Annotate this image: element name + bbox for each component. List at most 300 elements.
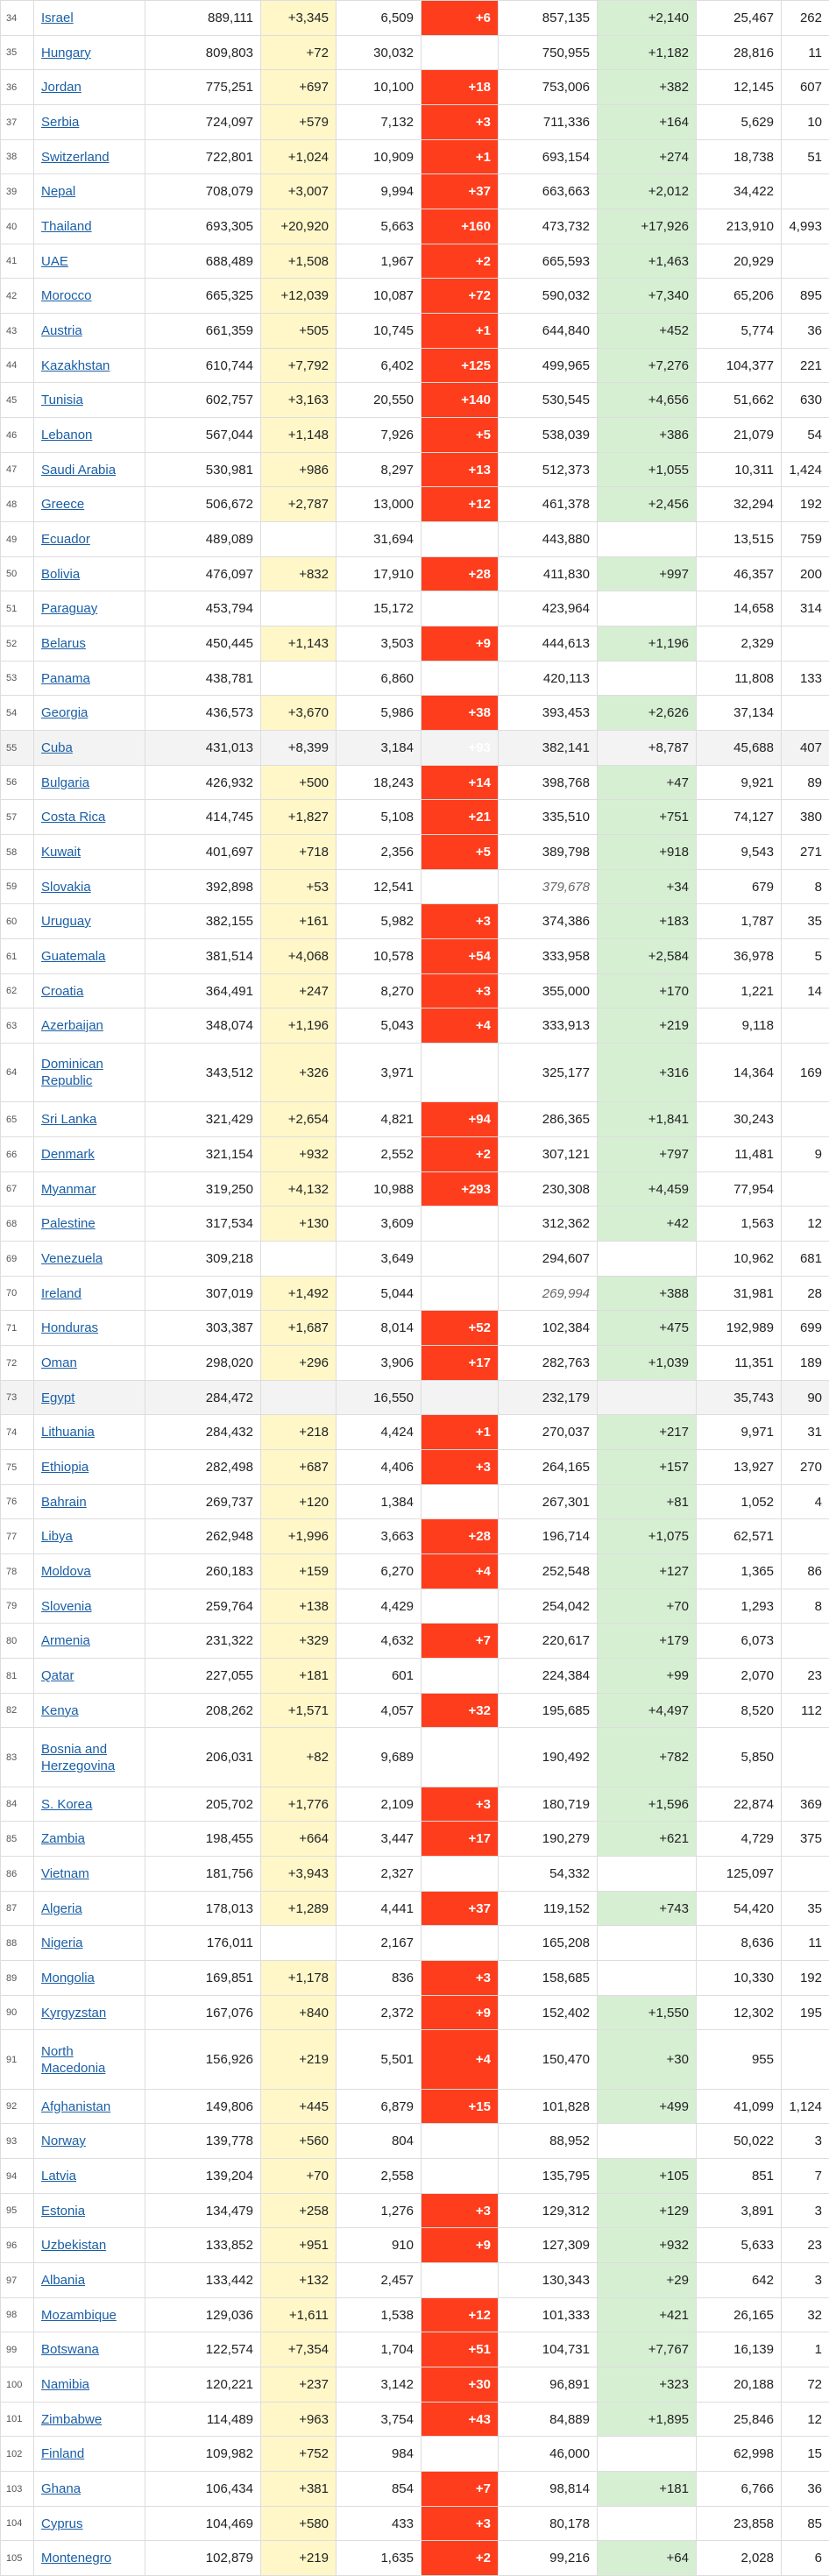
rank-cell: 103 <box>1 2472 34 2507</box>
serious-critical-cell: 23 <box>782 2228 829 2263</box>
total-cases-cell: 129,036 <box>145 2298 261 2332</box>
country-link[interactable]: Libya <box>41 1528 138 1545</box>
country-link[interactable]: Slovakia <box>41 879 138 895</box>
active-cases-cell: 10,962 <box>697 1242 782 1277</box>
total-cases-cell: 205,702 <box>145 1787 261 1822</box>
total-cases-cell: 122,574 <box>145 2332 261 2367</box>
total-recovered-cell: 150,470 <box>499 2030 598 2090</box>
country-link[interactable]: Nepal <box>41 183 138 200</box>
total-deaths-cell: 5,108 <box>337 800 422 835</box>
serious-critical-cell: 12 <box>782 2403 829 2437</box>
new-cases-cell: +120 <box>261 1485 337 1519</box>
country-link[interactable]: Uruguay <box>41 913 138 930</box>
new-deaths-cell: +125 <box>422 349 499 383</box>
country-link[interactable]: Thailand <box>41 218 138 235</box>
total-recovered-cell: 119,152 <box>499 1892 598 1926</box>
new-recovered-cell: +782 <box>598 1728 697 1787</box>
total-deaths-cell: 2,356 <box>337 835 422 870</box>
total-deaths-cell: 2,167 <box>337 1926 422 1961</box>
new-cases-cell: +1,508 <box>261 244 337 279</box>
total-deaths-cell: 4,821 <box>337 1102 422 1137</box>
country-link[interactable]: Cyprus <box>41 2516 138 2532</box>
country-cell <box>34 2030 145 2090</box>
total-deaths-cell: 3,906 <box>337 1346 422 1381</box>
new-recovered-cell: +47 <box>598 766 697 800</box>
country-link[interactable]: Estonia <box>41 2203 138 2219</box>
active-cases-cell: 54,420 <box>697 1892 782 1926</box>
total-recovered-cell: 286,365 <box>499 1102 598 1137</box>
new-recovered-cell <box>598 2437 697 2472</box>
new-recovered-cell: +1,055 <box>598 453 697 487</box>
rank-cell: 47 <box>1 453 34 487</box>
country-link[interactable]: Uzbekistan <box>41 2237 138 2254</box>
new-deaths-cell: +1 <box>422 140 499 174</box>
serious-critical-cell: 314 <box>782 591 829 626</box>
country-cell <box>34 1 145 36</box>
country-link[interactable]: Latvia <box>41 2168 138 2184</box>
total-cases-cell: 106,434 <box>145 2472 261 2507</box>
new-recovered-cell: +29 <box>598 2263 697 2298</box>
table-row <box>1 279 829 314</box>
country-link[interactable]: Albania <box>41 2272 138 2289</box>
country-link[interactable]: S. Korea <box>41 1796 138 1813</box>
new-cases-cell: +2,654 <box>261 1102 337 1137</box>
total-recovered-cell: 264,165 <box>499 1450 598 1485</box>
country-link[interactable]: Kyrgyzstan <box>41 2005 138 2021</box>
country-link[interactable]: Belarus <box>41 635 138 652</box>
total-recovered-cell: 224,384 <box>499 1659 598 1694</box>
active-cases-cell: 14,658 <box>697 591 782 626</box>
country-link[interactable]: Denmark <box>41 1146 138 1163</box>
table-row <box>1 2159 829 2194</box>
new-deaths-cell: +21 <box>422 800 499 835</box>
serious-critical-cell: 4,993 <box>782 209 829 244</box>
total-deaths-cell: 6,860 <box>337 662 422 696</box>
new-recovered-cell: +64 <box>598 2541 697 2576</box>
country-cell <box>34 522 145 557</box>
country-link[interactable]: Zimbabwe <box>41 2411 138 2428</box>
serious-critical-cell: 12 <box>782 1207 829 1242</box>
table-row <box>1 696 829 731</box>
country-link[interactable]: Austria <box>41 322 138 339</box>
new-cases-cell: +20,920 <box>261 209 337 244</box>
active-cases-cell: 77,954 <box>697 1172 782 1207</box>
country-link[interactable]: Ecuador <box>41 531 138 548</box>
serious-critical-cell: 4 <box>782 1485 829 1519</box>
country-link[interactable]: Mozambique <box>41 2307 138 2324</box>
country-cell <box>34 939 145 974</box>
table-row <box>1 36 829 70</box>
country-link[interactable]: Ireland <box>41 1285 138 1302</box>
new-recovered-cell: +42 <box>598 1207 697 1242</box>
rank-cell: 72 <box>1 1346 34 1381</box>
total-cases-cell: 109,982 <box>145 2437 261 2472</box>
country-link[interactable]: Dominican Republic <box>41 1056 138 1089</box>
country-link[interactable]: Serbia <box>41 114 138 131</box>
total-recovered-cell: 46,000 <box>499 2437 598 2472</box>
active-cases-cell: 34,422 <box>697 174 782 209</box>
country-cell <box>34 1589 145 1624</box>
serious-critical-cell <box>782 626 829 662</box>
total-deaths-cell: 2,552 <box>337 1137 422 1172</box>
rank-cell: 94 <box>1 2159 34 2194</box>
active-cases-cell: 2,329 <box>697 626 782 662</box>
total-cases-cell: 156,926 <box>145 2030 261 2090</box>
country-cell <box>34 2228 145 2263</box>
total-recovered-cell: 398,768 <box>499 766 598 800</box>
total-deaths-cell: 804 <box>337 2124 422 2159</box>
total-recovered-cell: 180,719 <box>499 1787 598 1822</box>
active-cases-cell: 2,070 <box>697 1659 782 1694</box>
serious-critical-cell: 407 <box>782 731 829 766</box>
total-cases-cell: 298,020 <box>145 1346 261 1381</box>
country-cell <box>34 2298 145 2332</box>
new-deaths-cell: +2 <box>422 2541 499 2576</box>
country-link[interactable]: Morocco <box>41 287 138 304</box>
total-cases-cell: 307,019 <box>145 1277 261 1311</box>
table-row <box>1 2228 829 2263</box>
total-recovered-cell: 665,593 <box>499 244 598 279</box>
country-link[interactable]: Guatemala <box>41 948 138 965</box>
total-cases-cell: 133,852 <box>145 2228 261 2263</box>
country-link[interactable]: Qatar <box>41 1667 138 1684</box>
serious-critical-cell: 192 <box>782 487 829 522</box>
country-cell <box>34 1485 145 1519</box>
new-recovered-cell: +386 <box>598 418 697 453</box>
table-row <box>1 1787 829 1822</box>
country-link[interactable]: Israel <box>41 10 138 26</box>
country-link[interactable]: Lebanon <box>41 427 138 443</box>
country-cell <box>34 1787 145 1822</box>
total-recovered-cell: 312,362 <box>499 1207 598 1242</box>
total-cases-cell: 506,672 <box>145 487 261 522</box>
country-link[interactable]: Namibia <box>41 2376 138 2393</box>
country-link[interactable]: Zambia <box>41 1830 138 1847</box>
rank-cell: 104 <box>1 2507 34 2541</box>
rank-cell: 43 <box>1 314 34 349</box>
serious-critical-cell <box>782 2030 829 2090</box>
total-cases-cell: 169,851 <box>145 1961 261 1996</box>
country-link[interactable]: Georgia <box>41 704 138 721</box>
total-deaths-cell: 3,503 <box>337 626 422 662</box>
new-cases-cell: +326 <box>261 1044 337 1102</box>
total-cases-cell: 206,031 <box>145 1728 261 1787</box>
rank-cell: 44 <box>1 349 34 383</box>
active-cases-cell: 32,294 <box>697 487 782 522</box>
new-recovered-cell: +2,584 <box>598 939 697 974</box>
rank-cell: 91 <box>1 2030 34 2090</box>
rank-cell: 77 <box>1 1519 34 1554</box>
new-deaths-cell <box>422 1659 499 1694</box>
total-recovered-cell: 267,301 <box>499 1485 598 1519</box>
country-cell <box>34 1102 145 1137</box>
country-link[interactable]: Bosnia and Herzegovina <box>41 1741 138 1774</box>
rank-cell: 83 <box>1 1728 34 1787</box>
total-deaths-cell: 854 <box>337 2472 422 2507</box>
country-link[interactable]: Kazakhstan <box>41 357 138 374</box>
country-link[interactable]: Algeria <box>41 1900 138 1917</box>
country-link[interactable]: North Macedonia <box>41 2043 138 2077</box>
country-link[interactable]: Bolivia <box>41 566 138 583</box>
total-cases-cell: 133,442 <box>145 2263 261 2298</box>
total-deaths-cell: 1,276 <box>337 2194 422 2228</box>
country-link[interactable]: Egypt <box>41 1390 138 1406</box>
new-deaths-cell: +5 <box>422 418 499 453</box>
country-cell <box>34 2263 145 2298</box>
new-cases-cell: +296 <box>261 1346 337 1381</box>
total-deaths-cell: 7,926 <box>337 418 422 453</box>
rank-cell: 67 <box>1 1172 34 1207</box>
table-row <box>1 1996 829 2030</box>
serious-critical-cell: 31 <box>782 1415 829 1450</box>
total-recovered-cell: 382,141 <box>499 731 598 766</box>
total-recovered-cell: 443,880 <box>499 522 598 557</box>
new-cases-cell: +219 <box>261 2541 337 2576</box>
serious-critical-cell <box>782 1172 829 1207</box>
country-link[interactable]: Norway <box>41 2133 138 2149</box>
table-row <box>1 418 829 453</box>
total-cases-cell: 489,089 <box>145 522 261 557</box>
country-link[interactable]: Greece <box>41 496 138 513</box>
rank-cell: 59 <box>1 870 34 904</box>
country-link[interactable]: Moldova <box>41 1563 138 1580</box>
total-deaths-cell: 6,402 <box>337 349 422 383</box>
serious-critical-cell <box>782 1519 829 1554</box>
new-recovered-cell: +1,841 <box>598 1102 697 1137</box>
country-link[interactable]: Switzerland <box>41 149 138 166</box>
new-recovered-cell: +1,182 <box>598 36 697 70</box>
rank-cell: 92 <box>1 2090 34 2124</box>
active-cases-cell: 8,636 <box>697 1926 782 1961</box>
active-cases-cell: 1,365 <box>697 1554 782 1589</box>
new-recovered-cell <box>598 1381 697 1415</box>
total-recovered-cell: 152,402 <box>499 1996 598 2030</box>
active-cases-cell: 45,688 <box>697 731 782 766</box>
total-cases-cell: 602,757 <box>145 383 261 418</box>
country-link[interactable]: Ghana <box>41 2480 138 2497</box>
rank-cell: 74 <box>1 1415 34 1450</box>
new-cases-cell: +3,670 <box>261 696 337 731</box>
active-cases-cell: 3,891 <box>697 2194 782 2228</box>
new-cases-cell: +258 <box>261 2194 337 2228</box>
total-deaths-cell: 10,745 <box>337 314 422 349</box>
new-deaths-cell: +3 <box>422 2194 499 2228</box>
new-cases-cell: +697 <box>261 70 337 105</box>
total-recovered-cell: 232,179 <box>499 1381 598 1415</box>
rank-cell: 84 <box>1 1787 34 1822</box>
active-cases-cell: 41,099 <box>697 2090 782 2124</box>
total-deaths-cell: 601 <box>337 1659 422 1694</box>
new-cases-cell: +752 <box>261 2437 337 2472</box>
country-link[interactable]: Paraguay <box>41 600 138 617</box>
new-deaths-cell <box>422 662 499 696</box>
new-deaths-cell: +1 <box>422 1415 499 1450</box>
new-recovered-cell: +127 <box>598 1554 697 1589</box>
rank-cell: 93 <box>1 2124 34 2159</box>
active-cases-cell: 35,743 <box>697 1381 782 1415</box>
new-deaths-cell: +3 <box>422 974 499 1008</box>
new-recovered-cell <box>598 2507 697 2541</box>
country-link[interactable]: Tunisia <box>41 392 138 408</box>
active-cases-cell: 8,520 <box>697 1694 782 1728</box>
new-cases-cell: +500 <box>261 766 337 800</box>
country-cell <box>34 974 145 1008</box>
rank-cell: 34 <box>1 1 34 36</box>
table-row <box>1 383 829 418</box>
new-deaths-cell: +2 <box>422 244 499 279</box>
table-row <box>1 2124 829 2159</box>
country-cell <box>34 1857 145 1892</box>
country-link[interactable]: Honduras <box>41 1320 138 1336</box>
new-cases-cell: +1,776 <box>261 1787 337 1822</box>
country-link[interactable]: Armenia <box>41 1632 138 1649</box>
total-deaths-cell: 3,184 <box>337 731 422 766</box>
table-row <box>1 1277 829 1311</box>
new-deaths-cell: +3 <box>422 105 499 140</box>
country-link[interactable]: Afghanistan <box>41 2098 138 2115</box>
total-deaths-cell: 9,994 <box>337 174 422 209</box>
serious-critical-cell: 35 <box>782 1892 829 1926</box>
country-link[interactable]: Ethiopia <box>41 1459 138 1476</box>
total-cases-cell: 321,154 <box>145 1137 261 1172</box>
country-link[interactable]: Mongolia <box>41 1970 138 1986</box>
total-cases-cell: 722,801 <box>145 140 261 174</box>
new-deaths-cell <box>422 522 499 557</box>
active-cases-cell: 11,481 <box>697 1137 782 1172</box>
country-link[interactable]: Myanmar <box>41 1181 138 1198</box>
active-cases-cell: 955 <box>697 2030 782 2090</box>
serious-critical-cell: 200 <box>782 557 829 591</box>
serious-critical-cell: 14 <box>782 974 829 1008</box>
new-deaths-cell <box>422 1728 499 1787</box>
total-cases-cell: 139,778 <box>145 2124 261 2159</box>
new-cases-cell: +1,827 <box>261 800 337 835</box>
total-recovered-cell: 101,828 <box>499 2090 598 2124</box>
country-link[interactable]: Sri Lanka <box>41 1111 138 1128</box>
new-cases-cell <box>261 591 337 626</box>
new-cases-cell: +832 <box>261 557 337 591</box>
country-link[interactable]: Montenegro <box>41 2550 138 2566</box>
country-link[interactable]: Nigeria <box>41 1935 138 1951</box>
country-link[interactable]: Hungary <box>41 45 138 61</box>
country-link[interactable]: Saudi Arabia <box>41 462 138 478</box>
serious-critical-cell: 32 <box>782 2298 829 2332</box>
country-link[interactable]: Bahrain <box>41 1494 138 1511</box>
new-cases-cell: +560 <box>261 2124 337 2159</box>
serious-critical-cell: 262 <box>782 1 829 36</box>
rank-cell: 61 <box>1 939 34 974</box>
total-cases-cell: 530,981 <box>145 453 261 487</box>
rank-cell: 35 <box>1 36 34 70</box>
country-cell <box>34 105 145 140</box>
total-recovered-cell: 196,714 <box>499 1519 598 1554</box>
rank-cell: 78 <box>1 1554 34 1589</box>
rank-cell: 79 <box>1 1589 34 1624</box>
new-deaths-cell <box>422 1857 499 1892</box>
country-link[interactable]: UAE <box>41 253 138 270</box>
table-row <box>1 1694 829 1728</box>
serious-critical-cell: 5 <box>782 939 829 974</box>
country-link[interactable]: Palestine <box>41 1215 138 1232</box>
table-row <box>1 662 829 696</box>
new-deaths-cell: +37 <box>422 174 499 209</box>
table-row <box>1 1857 829 1892</box>
country-link[interactable]: Azerbaijan <box>41 1017 138 1034</box>
total-deaths-cell: 13,000 <box>337 487 422 522</box>
total-recovered-cell: 355,000 <box>499 974 598 1008</box>
total-cases-cell: 282,498 <box>145 1450 261 1485</box>
total-cases-cell: 665,325 <box>145 279 261 314</box>
serious-critical-cell: 699 <box>782 1311 829 1346</box>
country-link[interactable]: Croatia <box>41 983 138 1000</box>
country-cell <box>34 1044 145 1102</box>
country-link[interactable]: Panama <box>41 670 138 687</box>
country-link[interactable]: Botswana <box>41 2341 138 2358</box>
total-deaths-cell: 30,032 <box>337 36 422 70</box>
table-row <box>1 522 829 557</box>
new-deaths-cell: +28 <box>422 557 499 591</box>
country-link[interactable]: Jordan <box>41 79 138 96</box>
rank-cell: 85 <box>1 1822 34 1857</box>
country-link[interactable]: Lithuania <box>41 1424 138 1440</box>
new-cases-cell: +505 <box>261 314 337 349</box>
country-link[interactable]: Vietnam <box>41 1865 138 1882</box>
serious-critical-cell: 15 <box>782 2437 829 2472</box>
new-deaths-cell <box>422 2159 499 2194</box>
total-recovered-cell: 195,685 <box>499 1694 598 1728</box>
active-cases-cell: 25,846 <box>697 2403 782 2437</box>
country-cell <box>34 800 145 835</box>
country-cell <box>34 1892 145 1926</box>
rank-cell: 82 <box>1 1694 34 1728</box>
new-cases-cell: +1,143 <box>261 626 337 662</box>
country-cell <box>34 1277 145 1311</box>
table-row <box>1 1554 829 1589</box>
new-deaths-cell: +43 <box>422 2403 499 2437</box>
country-link[interactable]: Kuwait <box>41 844 138 860</box>
new-recovered-cell: +452 <box>598 314 697 349</box>
serious-critical-cell <box>782 1728 829 1787</box>
active-cases-cell: 62,998 <box>697 2437 782 2472</box>
country-link[interactable]: Finland <box>41 2445 138 2462</box>
new-cases-cell: +1,196 <box>261 1008 337 1044</box>
country-cell <box>34 487 145 522</box>
new-deaths-cell: +18 <box>422 70 499 105</box>
active-cases-cell: 5,629 <box>697 105 782 140</box>
new-deaths-cell <box>422 591 499 626</box>
active-cases-cell: 46,357 <box>697 557 782 591</box>
table-row <box>1 2403 829 2437</box>
country-link[interactable]: Costa Rica <box>41 809 138 825</box>
new-deaths-cell: +32 <box>422 1694 499 1728</box>
country-link[interactable]: Cuba <box>41 740 138 756</box>
new-cases-cell <box>261 662 337 696</box>
country-cell <box>34 36 145 70</box>
country-link[interactable]: Venezuela <box>41 1250 138 1267</box>
country-link[interactable]: Bulgaria <box>41 775 138 791</box>
rank-cell: 80 <box>1 1624 34 1659</box>
new-deaths-cell: +7 <box>422 1624 499 1659</box>
new-recovered-cell: +1,075 <box>598 1519 697 1554</box>
new-deaths-cell: +3 <box>422 1450 499 1485</box>
country-link[interactable]: Kenya <box>41 1702 138 1719</box>
total-cases-cell: 260,183 <box>145 1554 261 1589</box>
new-recovered-cell: +99 <box>598 1659 697 1694</box>
serious-critical-cell: 1,424 <box>782 453 829 487</box>
country-link[interactable]: Oman <box>41 1355 138 1371</box>
country-link[interactable]: Slovenia <box>41 1598 138 1615</box>
total-recovered-cell: 84,889 <box>499 2403 598 2437</box>
